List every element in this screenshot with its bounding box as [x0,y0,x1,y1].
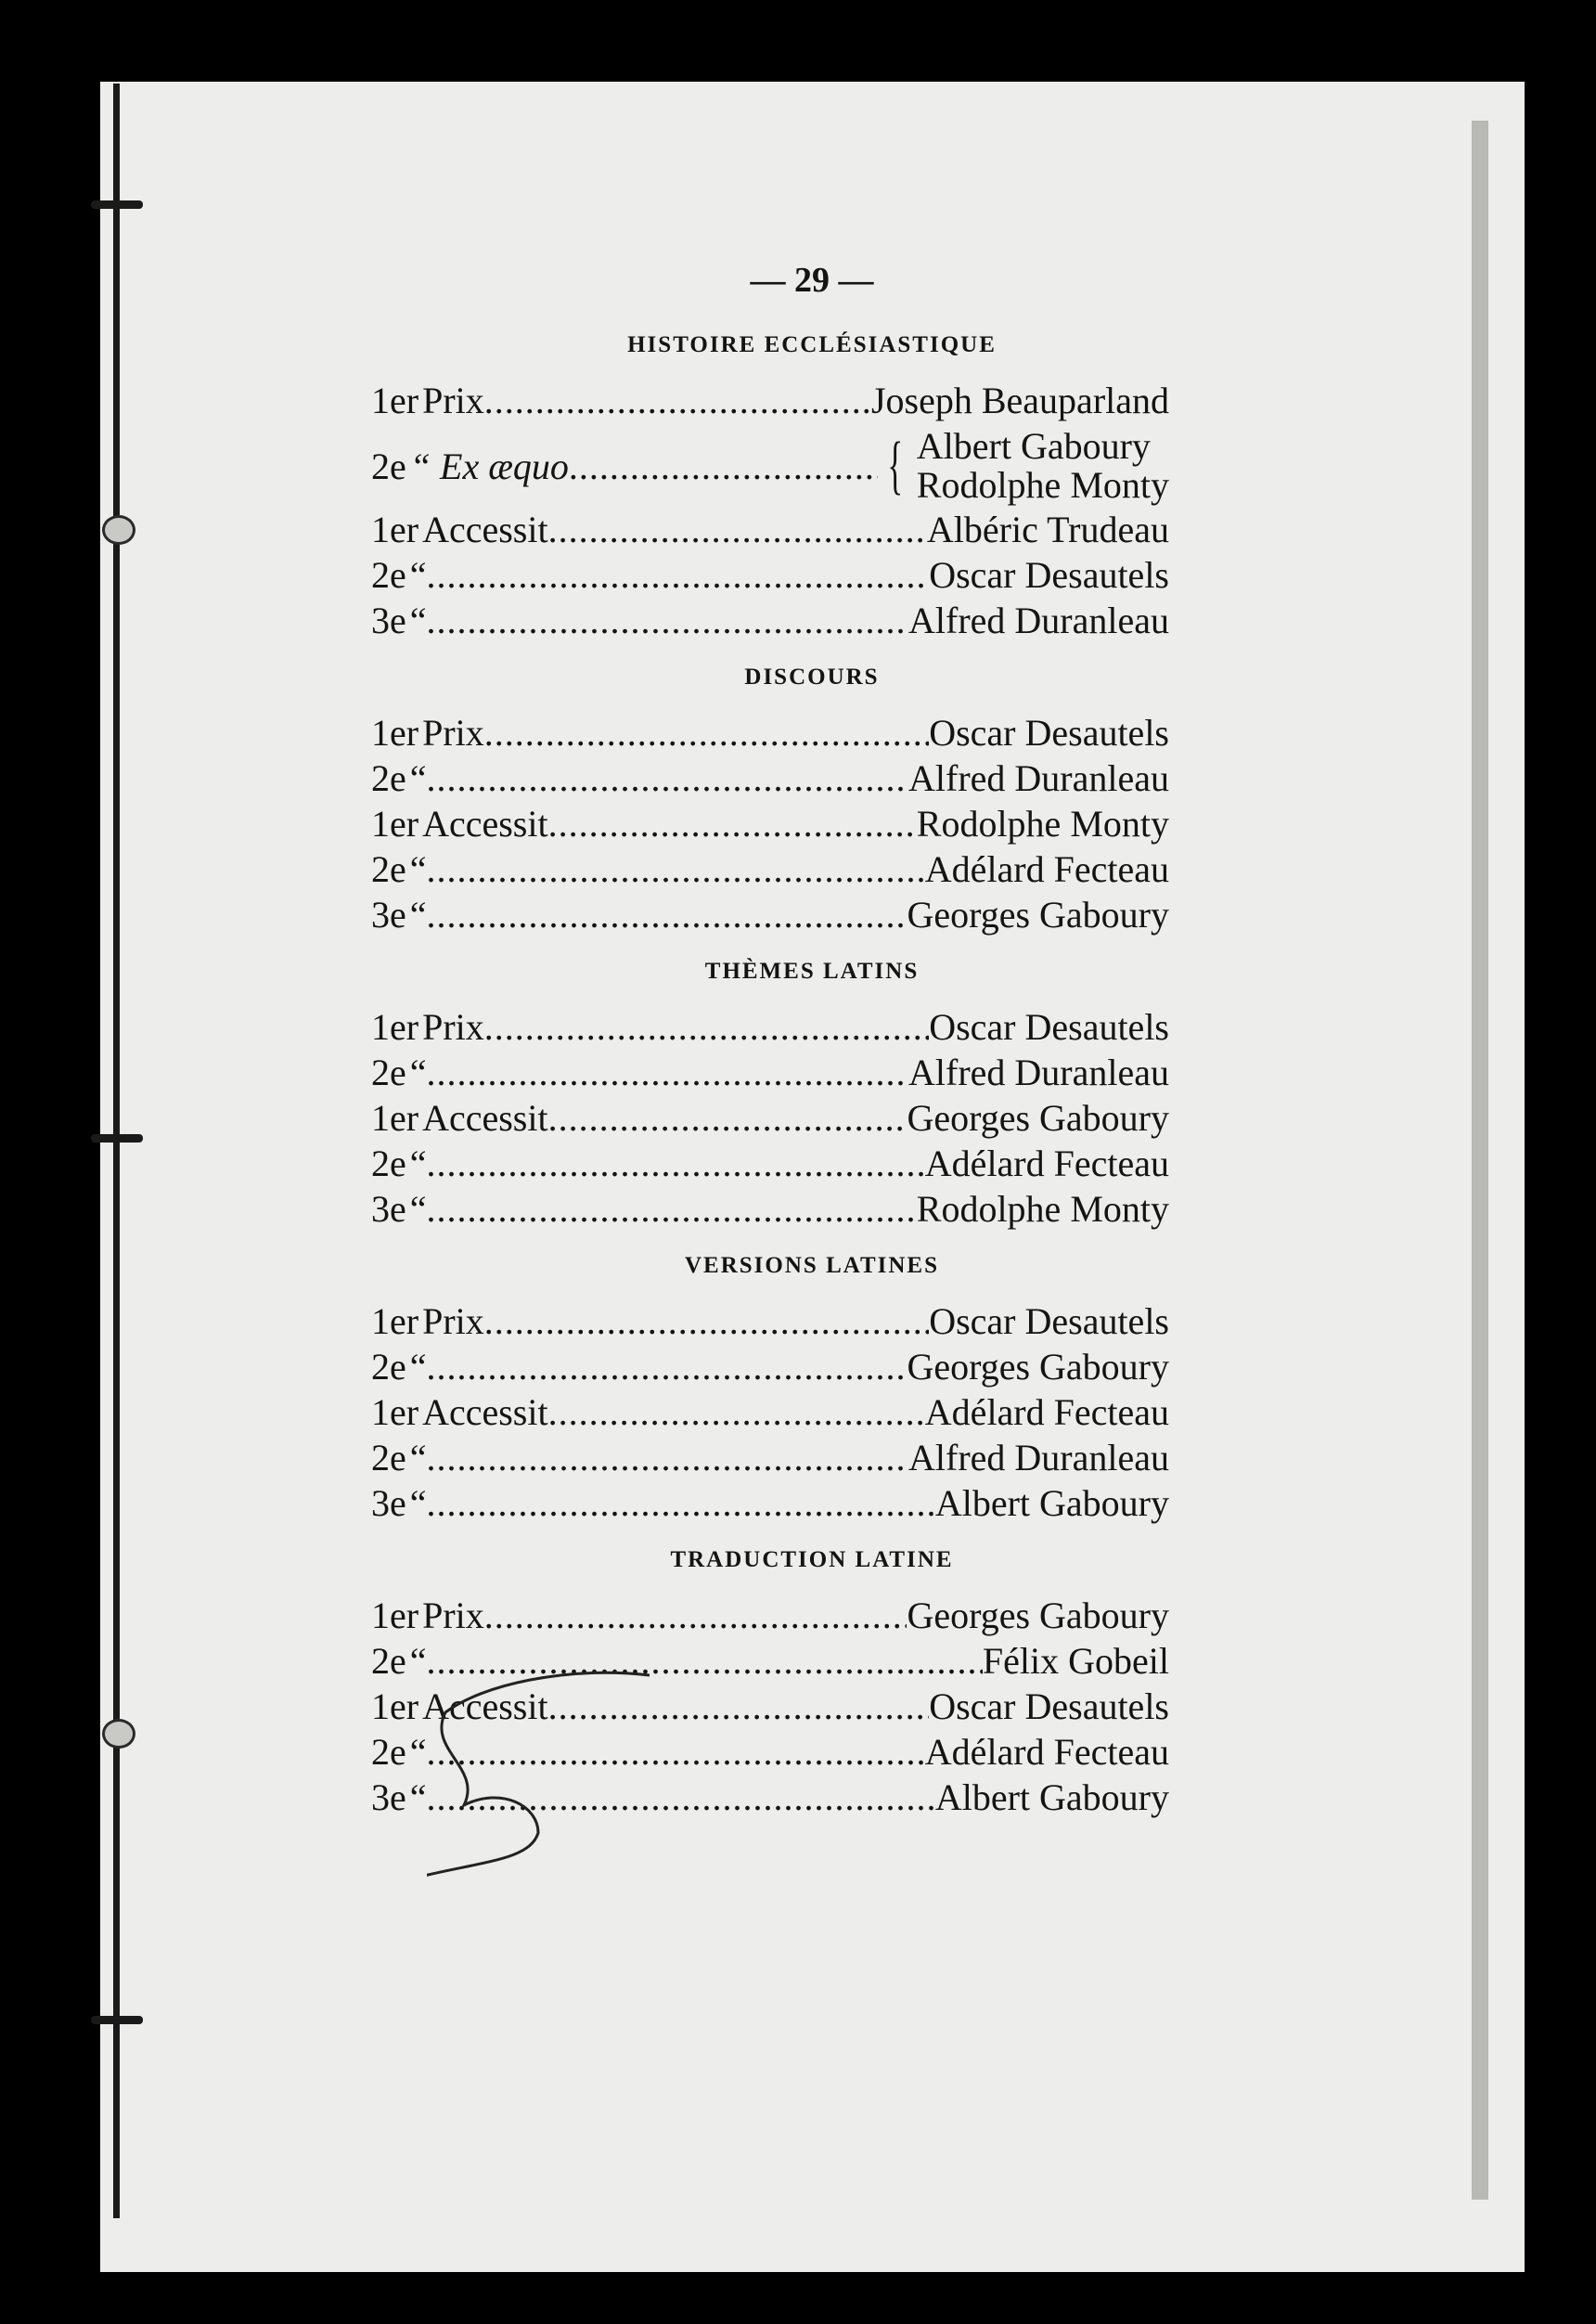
award-rank: 1er [371,1006,419,1048]
award-row [371,893,1169,938]
award-label: “ [409,1640,427,1682]
award-row [371,1299,1169,1345]
award-label: “ [409,757,427,799]
award-rank: 1er [371,1300,419,1342]
award-label: Prix [422,1595,484,1636]
dot-leader [427,1142,925,1185]
binding-stitch [91,2016,143,2024]
award-row [371,1481,1169,1527]
award-label: Accessit [422,1685,548,1727]
award-row [371,1096,1169,1142]
award-row [371,599,1169,644]
dot-leader [427,599,908,642]
winner-name: Alfred Duranleau [908,1052,1169,1093]
page-edge-shadow [1472,121,1488,2200]
winner-name: Félix Gobeil [982,1640,1169,1682]
award-row [371,711,1169,756]
award-rank: 1er [371,509,419,550]
award-row [371,1051,1169,1096]
dot-leader [569,445,878,488]
winner-name: Adélard Fecteau [924,1391,1169,1433]
prize-section [371,644,1169,938]
award-label: Accessit [422,509,548,550]
binding-stitch [91,1134,143,1143]
prize-section [371,938,1169,1233]
binding-knot [102,1719,135,1749]
award-label: Prix [422,1006,484,1048]
winner-name: Georges Gaboury [907,1595,1169,1636]
prize-list [371,260,1169,1821]
award-label: “ [409,1731,427,1773]
winner-name: Georges Gaboury [907,1346,1169,1388]
award-rank: 3e [371,1482,406,1524]
section-heading: VERSIONS LATINES [685,1253,939,1278]
award-label: “ [409,600,427,641]
award-row [371,1594,1169,1639]
award-row [371,847,1169,893]
award-rank: 2e [371,1437,406,1478]
section-heading: TRADUCTION LATINE [670,1547,954,1572]
award-label: “ [409,1482,427,1524]
dot-leader [427,553,930,597]
tied-award-row [371,424,1169,508]
award-row [371,1187,1169,1233]
award-rank: 2e [371,554,406,596]
award-label: Prix [422,712,484,754]
award-label: “ [409,1346,427,1388]
award-rank: 1er [371,1097,419,1139]
section-heading: THÈMES LATINS [704,959,920,984]
award-rank: 3e [371,894,406,936]
award-rank: 2e [371,1143,406,1184]
award-rank: 1er [371,803,419,845]
dot-leader [427,1481,935,1525]
winner-name: Alfred Duranleau [908,757,1169,799]
award-label: “ [409,894,427,936]
award-rank: 3e [371,1188,406,1230]
binding-stitch [91,200,143,209]
section-heading: HISTOIRE ECCLÉSIASTIQUE [627,332,997,357]
winner-name: Oscar Desautels [929,554,1169,596]
award-label: “ [409,848,427,890]
pen-stroke-mark [427,1647,668,1889]
dot-leader [427,1051,908,1094]
award-rank: 1er [371,1685,419,1727]
award-label: “ [409,1776,427,1818]
award-label: Accessit [422,803,548,845]
award-rank: 1er [371,1391,419,1433]
award-row [371,1142,1169,1187]
winner-name: Alfred Duranleau [908,1437,1169,1478]
award-rank: 3e [371,1776,406,1818]
award-rank: 2e [371,1640,406,1682]
award-rank: 1er [371,712,419,754]
award-row [371,1436,1169,1481]
winner-name: Rodolphe Monty [916,1188,1169,1230]
prize-section [371,312,1169,644]
award-rank: 2e [371,1731,406,1773]
award-row [371,553,1169,599]
award-row [371,1390,1169,1436]
dot-leader [548,1390,925,1434]
award-rank: 2e [371,848,406,890]
section-heading: DISCOURS [744,665,880,690]
dot-leader [484,711,929,755]
dot-leader [548,1096,907,1140]
prize-section [371,1233,1169,1527]
award-row [371,508,1169,553]
award-label: “ [409,1143,427,1184]
award-rank: 2e [371,1052,406,1093]
award-label: Prix [422,1300,484,1342]
dot-leader [427,1436,908,1479]
award-label: Accessit [422,1391,548,1433]
dot-leader [484,379,871,422]
dot-leader [548,508,927,551]
winner-name: Adélard Fecteau [924,1731,1169,1773]
winner-name: Adélard Fecteau [924,848,1169,890]
award-row [371,1005,1169,1051]
dot-leader [427,847,925,891]
dot-leader [484,1299,929,1343]
award-label: “ [409,1052,427,1093]
winner-name: Albert Gaboury [934,1482,1169,1524]
winner-name: Adélard Fecteau [924,1143,1169,1184]
dot-leader [427,1345,907,1388]
award-label: Prix [422,380,484,421]
dot-leader [427,756,908,800]
award-label: Accessit [422,1097,548,1139]
award-rank: 2e [371,757,406,799]
award-row [371,802,1169,847]
winner-name: Joseph Beauparland [870,380,1169,421]
winner-name: Georges Gaboury [907,1097,1169,1139]
award-rank: 1er [371,380,419,421]
binding-spine [113,84,120,2218]
page-number: — 29 — [750,261,874,300]
winner-name: Rodolphe Monty [916,803,1169,845]
award-rank: 3e [371,600,406,641]
dot-leader [427,1187,917,1231]
tied-winners [917,427,1169,505]
prize-sections [371,312,1169,1821]
dot-leader [427,893,907,936]
winner-name: Georges Gaboury [907,894,1169,936]
brace-glyph: { [887,430,904,501]
binding-knot [102,515,135,545]
winner-name: Albert Gaboury [934,1776,1169,1818]
dot-leader [484,1594,907,1637]
award-label: “ [409,1188,427,1230]
winner-name: Albert Gaboury [916,425,1151,467]
winner-name: Oscar Desautels [929,1685,1169,1727]
winner-name: Oscar Desautels [929,1300,1169,1342]
winner-name: Alfred Duranleau [908,600,1169,641]
dot-leader [548,802,917,846]
award-row [371,379,1169,424]
winner-name: Albéric Trudeau [926,509,1169,550]
award-label: “ [409,554,427,596]
award-rank: 1er [371,1595,419,1636]
winner-name: Rodolphe Monty [916,464,1169,506]
award-row [371,1345,1169,1390]
winner-name: Oscar Desautels [929,712,1169,754]
award-label: “ Ex æquo [409,445,569,487]
winner-name: Oscar Desautels [929,1006,1169,1048]
award-rank: 2e [371,1346,406,1388]
award-rank: 2e [371,445,406,487]
award-label: “ [409,1437,427,1478]
award-row [371,756,1169,802]
dot-leader [484,1005,929,1049]
